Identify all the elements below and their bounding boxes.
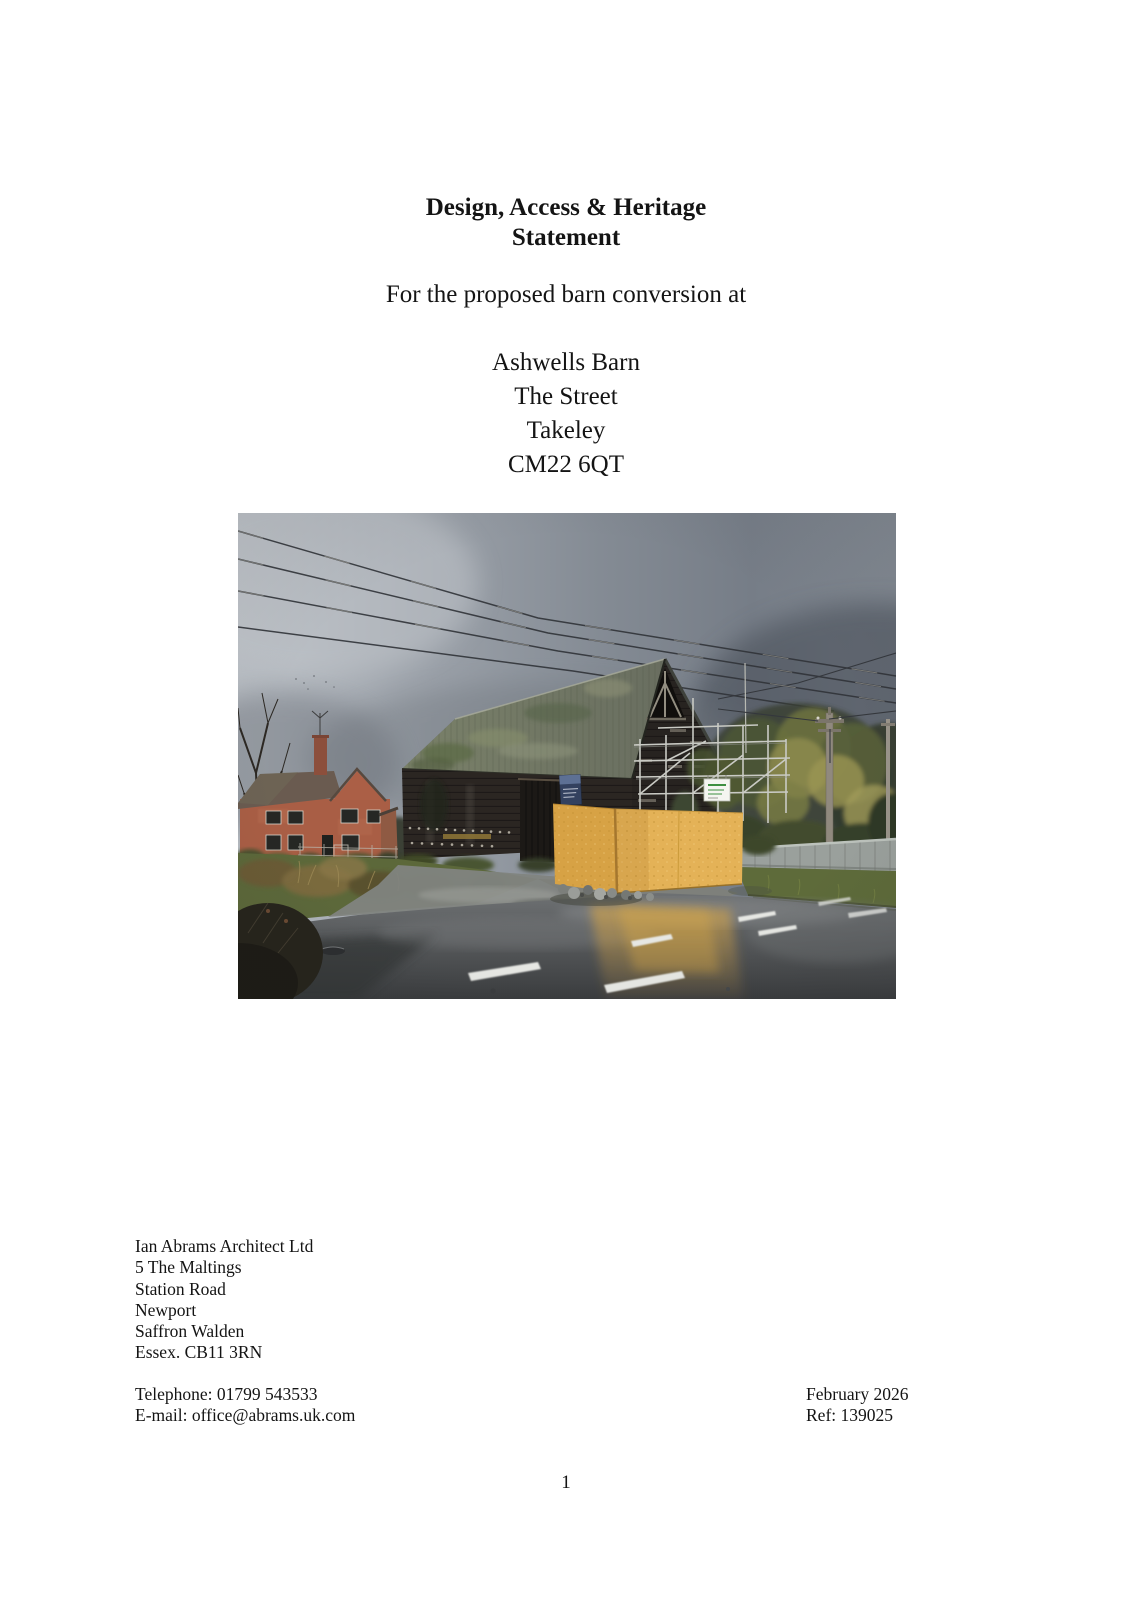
subtitle: For the proposed barn conversion at (385, 281, 747, 308)
site-photo (238, 513, 896, 999)
architect-address (135, 1236, 313, 1364)
architect-address-line: Essex. CB11 3RN (135, 1342, 263, 1363)
architect-address-line: 5 The Maltings (135, 1257, 242, 1278)
site-address-line: The Street (514, 383, 618, 410)
architect-address-line: Newport (135, 1299, 197, 1320)
site-address-line: Ashwells Barn (492, 349, 640, 376)
contact-details (135, 1384, 355, 1427)
document-meta (806, 1384, 909, 1427)
site-address (0, 346, 1132, 482)
email-line: E-mail: office@abrams.uk.com (135, 1405, 356, 1426)
document-reference: Ref: 139025 (806, 1405, 894, 1426)
page-title (0, 193, 1132, 253)
page-number: 1 (561, 1472, 571, 1493)
architect-address-line: Station Road (135, 1278, 226, 1299)
document-date: February 2026 (806, 1384, 909, 1404)
architect-name: Ian Abrams Architect Ltd (135, 1236, 314, 1256)
architect-address-line: Saffron Walden (135, 1321, 245, 1342)
title-line-1: Design, Access & Heritage (425, 194, 707, 221)
title-line-2: Statement (511, 224, 621, 251)
site-address-line: Takeley (526, 417, 606, 444)
telephone-line: Telephone: 01799 543533 (135, 1384, 318, 1404)
site-address-line: CM22 6QT (508, 451, 624, 478)
vignette (238, 513, 896, 999)
